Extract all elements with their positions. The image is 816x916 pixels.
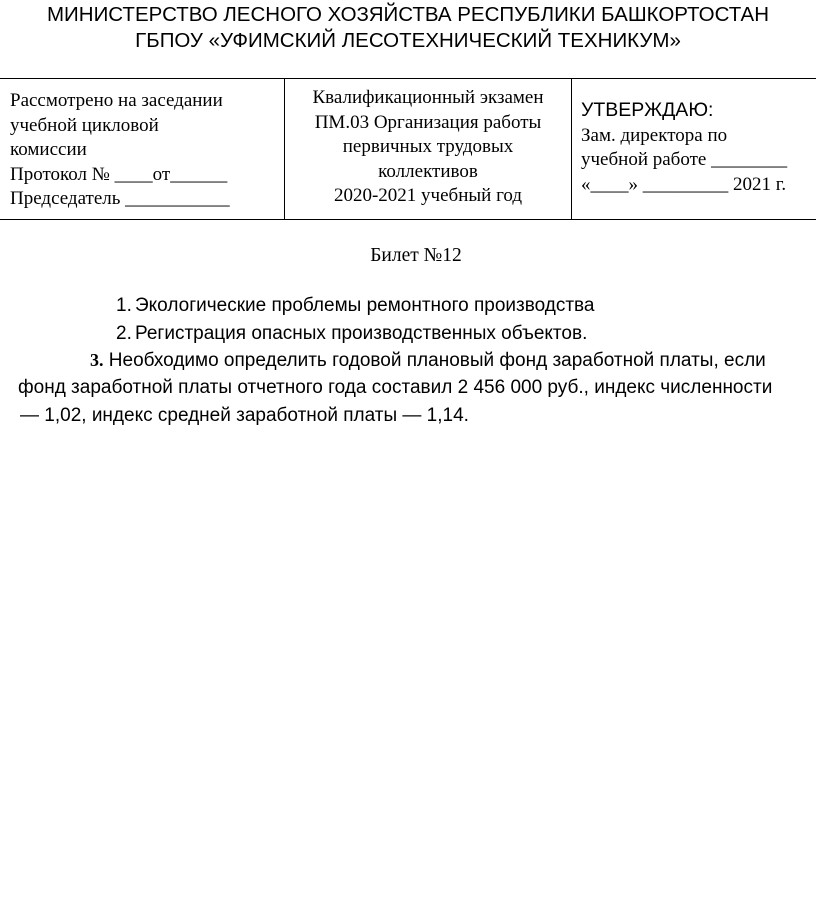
approval-table bbox=[0, 78, 816, 220]
chairman-line: Председатель ___________ bbox=[10, 188, 230, 209]
task-text: Необходимо определить годовой плановый фонд заработной платы, если bbox=[103, 350, 766, 371]
approve-heading: УТВЕРЖДАЮ: bbox=[581, 99, 714, 121]
approval-cell bbox=[572, 79, 816, 219]
exam-line: коллективов bbox=[378, 160, 478, 182]
exam-line: первичных трудовых bbox=[342, 136, 514, 157]
task-number: 3. bbox=[90, 350, 104, 370]
task-line: фонд заработной платы отчетного года составил 2 456 000 руб., индекс численности bbox=[18, 377, 773, 398]
institution-name: ГБПОУ «УФИМСКИЙ ЛЕСОТЕХНИЧЕСКИЙ ТЕХНИКУМ» bbox=[135, 29, 681, 52]
task-line bbox=[0, 346, 816, 375]
ministry-name: МИНИСТЕРСТВО ЛЕСНОГО ХОЗЯЙСТВА РЕСПУБЛИКИ БАШКОРТОСТАН bbox=[46, 3, 770, 26]
exam-line: ПМ.03 Организация работы bbox=[314, 111, 542, 133]
review-cell bbox=[1, 79, 284, 219]
ticket-title: Билет №12 bbox=[370, 245, 462, 266]
approval-line: Зам. директора по bbox=[581, 124, 728, 146]
exam-cell bbox=[285, 79, 571, 219]
protocol-line: Протокол № ____от______ bbox=[10, 163, 228, 185]
question-item bbox=[116, 294, 595, 318]
question-number: 2. bbox=[116, 323, 132, 344]
review-line: комиссии bbox=[10, 139, 87, 160]
review-line: учебной цикловой bbox=[10, 114, 159, 136]
task-line: — 1,02, индекс средней заработной платы — 1,14. bbox=[20, 405, 469, 426]
exam-line: Квалификационный экзамен bbox=[312, 87, 544, 108]
review-line: Рассмотрено на заседании bbox=[10, 90, 223, 111]
academic-year: 2020-2021 учебный год bbox=[333, 185, 523, 206]
question-text: Экологические проблемы ремонтного производства bbox=[135, 295, 595, 316]
approval-date-line: «____» _________ 2021 г. bbox=[581, 173, 787, 195]
question-number: 1. bbox=[116, 295, 132, 316]
approval-line: учебной работе ________ bbox=[581, 149, 788, 170]
question-item bbox=[116, 322, 588, 346]
question-text: Регистрация опасных производственных объектов. bbox=[135, 323, 588, 344]
